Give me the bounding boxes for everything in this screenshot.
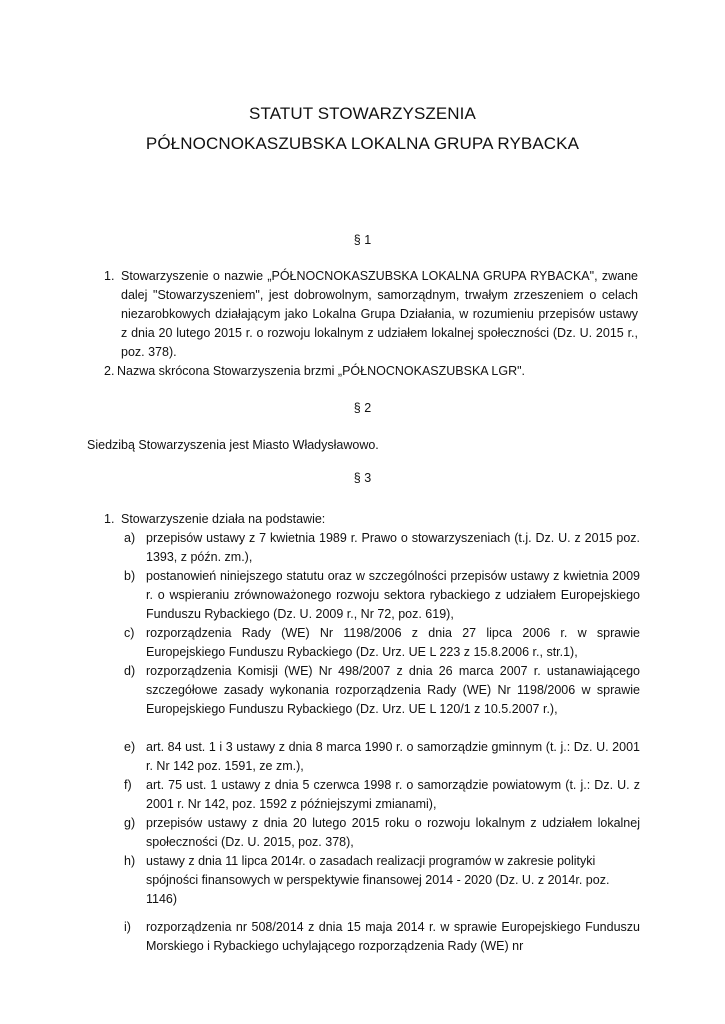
- item-number: 1.: [104, 512, 115, 526]
- subitem-letter: a): [124, 531, 136, 545]
- subitem-letter: b): [124, 569, 136, 583]
- subitem-text: przepisów ustawy z 7 kwietnia 1989 r. Prawo o stowarzyszeniach (t.j. Dz. U. z 2015 poz. 1393, z późn. zm.),: [146, 531, 640, 564]
- subitem-letter: c): [124, 626, 135, 640]
- subitem-text: przepisów ustawy z dnia 20 lutego 2015 roku o rozwoju lokalnym z udziałem lokalnej społeczności (Dz. U. 2015, poz. 378),: [146, 816, 640, 849]
- subitem-letter: h): [124, 854, 136, 868]
- subitem-letter: d): [124, 664, 136, 678]
- subitem-text: rozporządzenia Rady (WE) Nr 1198/2006 z dnia 27 lipca 2006 r. w sprawie Europejskiego Funduszu Rybackiego (Dz. Urz. UE L 223 z 15.8.2006 r., str.1),: [146, 626, 640, 659]
- document-title-line1: STATUT STOWARZYSZENIA: [249, 104, 476, 123]
- subitem-text: rozporządzenia Komisji (WE) Nr 498/2007 z dnia 26 marca 2007 r. ustanawiającego szczegółowe zasady wykonania rozporządzenia Rady (WE) Nr 1198/2006 w sprawie Europejskiego Funduszu Rybackiego (Dz. Urz. UE L 120/1 z 10.5.2007 r.),: [146, 664, 640, 716]
- item-text: Nazwa skrócona Stowarzyszenia brzmi „PÓŁNOCNOKASZUBSKA LGR".: [117, 364, 526, 378]
- section-2-text: Siedzibą Stowarzyszenia jest Miasto Władysławowo.: [87, 438, 379, 452]
- item-text: Stowarzyszenie działa na podstawie:: [121, 512, 326, 526]
- section-3-heading: § 3: [353, 471, 372, 485]
- subitem-text: art. 84 ust. 1 i 3 ustawy z dnia 8 marca 1990 r. o samorządzie gminnym (t. j.: Dz. U. 2001 r. Nr 142 poz. 1591, ze zm.),: [146, 740, 640, 773]
- subitem-letter: i): [124, 920, 131, 934]
- section-1-heading: § 1: [353, 233, 372, 247]
- subitem-text: ustawy z dnia 11 lipca 2014r. o zasadach realizacji programów w zakresie polityki spójności finansowych w perspektywie finansowej 2014 - 2020 (Dz. U. z 2014r. poz. 1146): [146, 854, 610, 906]
- item-number: 2.: [104, 364, 115, 378]
- section-2-heading: § 2: [353, 401, 372, 415]
- subitem-letter: g): [124, 816, 136, 830]
- document-title-line2: PÓŁNOCNOKASZUBSKA LOKALNA GRUPA RYBACKA: [145, 134, 580, 153]
- subitem-letter: e): [124, 740, 136, 754]
- subitem-letter: f): [124, 778, 132, 792]
- item-number: 1.: [104, 269, 115, 283]
- subitem-text: art. 75 ust. 1 ustawy z dnia 5 czerwca 1998 r. o samorządzie powiatowym (t. j.: Dz. U. z 2001 r. Nr 142, poz. 1592 z późniejszymi zmianami),: [146, 778, 640, 811]
- subitem-text: postanowień niniejszego statutu oraz w szczególności przepisów ustawy z kwietnia 2009 r. o wspieraniu zrównoważonego rozwoju sektora rybackiego z udziałem Europejskiego Funduszu Rybackiego (Dz. U. 2009 r., Nr 72, poz. 619),: [146, 569, 640, 621]
- subitem-text: rozporządzenia nr 508/2014 z dnia 15 maja 2014 r. w sprawie Europejskiego Funduszu Morskiego i Rybackiego uchylającego rozporządzenia Rady (WE) nr: [146, 920, 640, 953]
- item-text: Stowarzyszenie o nazwie „PÓŁNOCNOKASZUBSKA LOKALNA GRUPA RYBACKA", zwane dalej "Stowarzyszeniem", jest dobrowolnym, samorządnym, trwałym zrzeszeniem o celach niezarobkowych działającym jako Lokalna Grupa Działania, w rozumieniu przepisów ustawy z dnia 20 lutego 2015 r. o rozwoju lokalnym z udziałem lokalnej społeczności (Dz. U. 2015 r., poz. 378).: [121, 269, 638, 359]
